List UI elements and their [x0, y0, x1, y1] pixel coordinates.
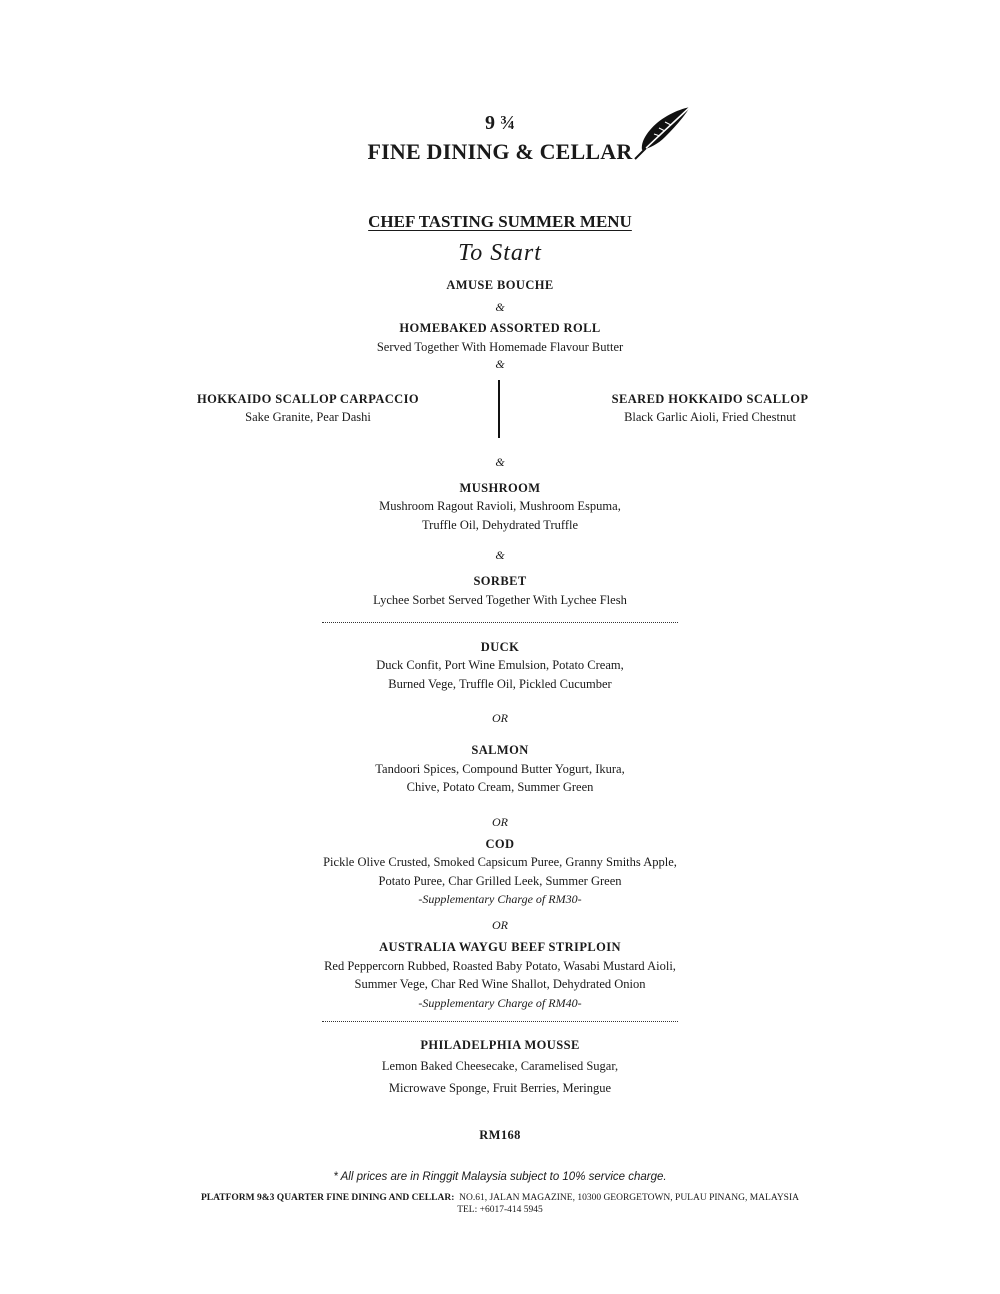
dessert-title: PHILADELPHIA MOUSSE	[420, 1038, 580, 1052]
cod-desc-1: Pickle Olive Crusted, Smoked Capsicum Puree, Granny Smiths Apple,	[323, 855, 677, 869]
sorbet-desc: Lychee Sorbet Served Together With Lychee Flesh	[373, 593, 627, 607]
duck-desc-2: Burned Vege, Truffle Oil, Pickled Cucumber	[388, 677, 612, 691]
sorbet-title: SORBET	[473, 574, 527, 588]
cod-supplementary-charge: -Supplementary Charge of RM30-	[418, 892, 582, 906]
scallop-carpaccio-desc: Sake Granite, Pear Dashi	[245, 410, 371, 424]
footer-address: NO.61, JALAN MAGAZINE, 10300 GEORGETOWN, PULAU PINANG, MALAYSIA	[459, 1193, 799, 1203]
footer-telephone: TEL: +6017-414 5945	[457, 1205, 543, 1215]
mushroom-title: MUSHROOM	[459, 481, 541, 495]
scallop-carpaccio-title: HOKKAIDO SCALLOP CARPACCIO	[197, 392, 419, 406]
salmon-desc-2: Chive, Potato Cream, Summer Green	[406, 780, 594, 794]
duck-desc-1: Duck Confit, Port Wine Emulsion, Potato Cream,	[376, 658, 624, 672]
ampersand-separator: &	[495, 548, 505, 562]
menu-title: CHEF TASTING SUMMER MENU	[368, 212, 632, 231]
amuse-bouche-title: AMUSE BOUCHE	[446, 278, 554, 292]
duck-title: DUCK	[480, 640, 520, 654]
to-start-script: To Start	[458, 240, 542, 266]
restaurant-name: FINE DINING & CELLAR	[367, 139, 633, 164]
ampersand-separator: &	[495, 300, 505, 314]
footer-colon: :	[451, 1193, 455, 1203]
dotted-divider	[322, 622, 678, 623]
beef-desc-2: Summer Vege, Char Red Wine Shallot, Dehydrated Onion	[354, 977, 646, 991]
seared-scallop-desc: Black Garlic Aioli, Fried Chestnut	[624, 410, 796, 424]
dotted-divider	[322, 1021, 678, 1022]
homebaked-roll-desc: Served Together With Homemade Flavour Butter	[376, 340, 624, 354]
choice-divider	[498, 380, 500, 438]
ampersand-separator: &	[495, 357, 505, 371]
footer-address-line	[0, 1193, 1000, 1203]
beef-supplementary-charge: -Supplementary Charge of RM40-	[418, 996, 582, 1010]
beef-title: AUSTRALIA WAYGU BEEF STRIPLOIN	[379, 940, 621, 954]
or-separator: OR	[492, 711, 508, 725]
seared-scallop-title: SEARED HOKKAIDO SCALLOP	[611, 392, 809, 406]
logo-line-1: 9 ¾	[485, 112, 515, 134]
cod-title: COD	[485, 837, 515, 851]
salmon-title: SALMON	[471, 743, 529, 757]
menu-price: RM168	[479, 1128, 521, 1142]
feather-quill-icon	[632, 104, 694, 160]
beef-desc-1: Red Peppercorn Rubbed, Roasted Baby Potato, Wasabi Mustard Aioli,	[324, 959, 676, 973]
footer-company-name: PLATFORM 9&3 QUARTER FINE DINING AND CELLAR	[200, 1193, 452, 1203]
service-charge-note: * All prices are in Ringgit Malaysia subject to 10% service charge.	[333, 1171, 667, 1183]
cod-desc-2: Potato Puree, Char Grilled Leek, Summer Green	[378, 874, 622, 888]
dessert-desc-2: Microwave Sponge, Fruit Berries, Meringue	[388, 1081, 612, 1095]
menu-title-wrap	[0, 212, 1000, 232]
or-separator: OR	[492, 918, 508, 932]
salmon-desc-1: Tandoori Spices, Compound Butter Yogurt, Ikura,	[375, 762, 625, 776]
mushroom-desc-1: Mushroom Ragout Ravioli, Mushroom Espuma,	[379, 499, 621, 513]
dessert-desc-1: Lemon Baked Cheesecake, Caramelised Sugar,	[381, 1059, 619, 1073]
ampersand-separator: &	[495, 455, 505, 469]
homebaked-roll-title: HOMEBAKED ASSORTED ROLL	[399, 321, 601, 335]
mushroom-desc-2: Truffle Oil, Dehydrated Truffle	[421, 518, 578, 532]
or-separator: OR	[492, 815, 508, 829]
